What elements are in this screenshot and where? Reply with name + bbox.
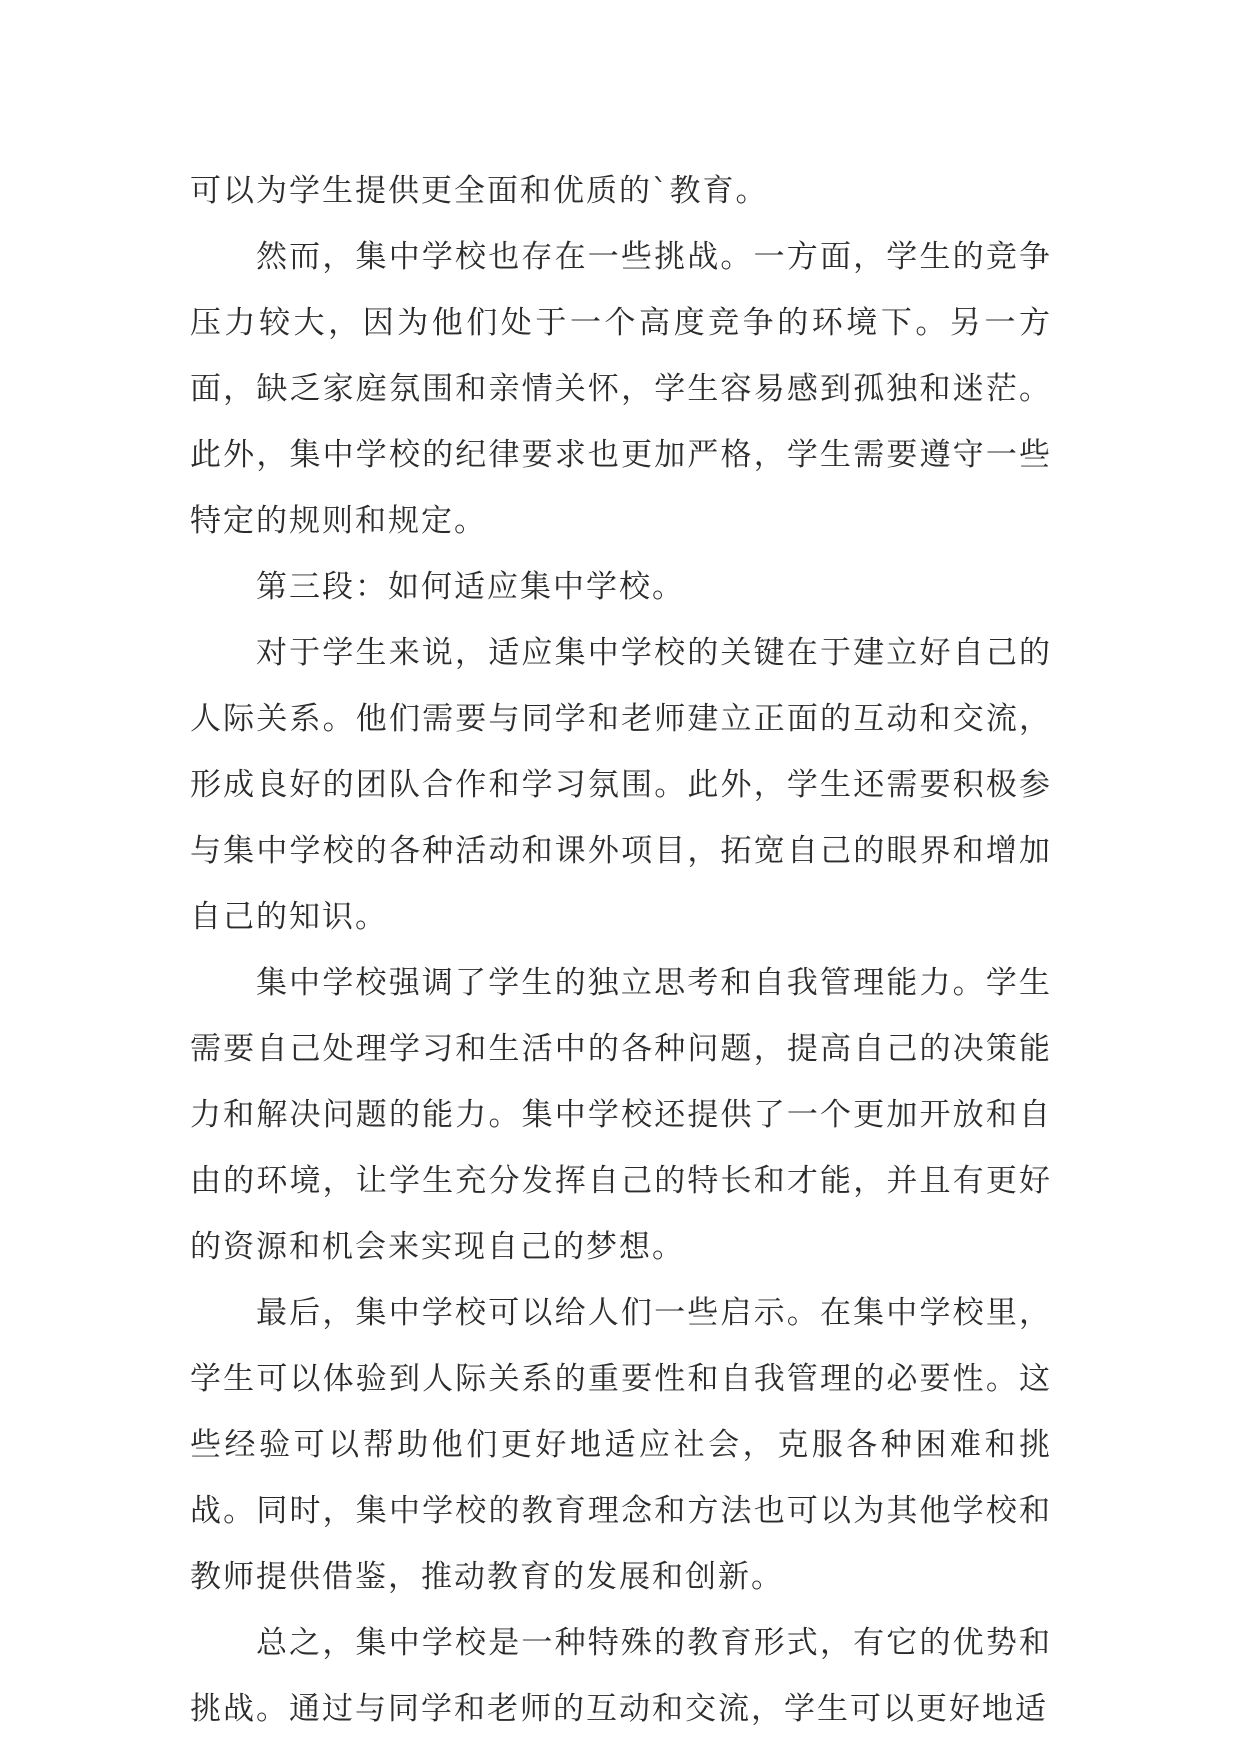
paragraph-independence: 集中学校强调了学生的独立思考和自我管理能力。学生需要自己处理学习和生活中的各种问题，提高自己的决策能力和解决问题的能力。集中学校还提供了一个更加开放和自由的环境，让学生充分发挥自己的特长和才能，并且有更好的资源和机会来实现自己的梦想。 bbox=[190, 965, 1052, 1265]
body-text bbox=[190, 158, 1052, 1742]
paragraph-lessons: 最后，集中学校可以给人们一些启示。在集中学校里，学生可以体验到人际关系的重要性和自我管理的必要性。这些经验可以帮助他们更好地适应社会，克服各种困难和挑战。同时，集中学校的教育理念和方法也可以为其他学校和教师提供借鉴，推动教育的发展和创新。 bbox=[190, 1295, 1052, 1595]
paragraph-conclusion: 总之，集中学校是一种特殊的教育形式，有它的优势和挑战。通过与同学和老师的互动和交流，学生可以更好地适 bbox=[190, 1625, 1052, 1727]
paragraph-adapting: 对于学生来说，适应集中学校的关键在于建立好自己的人际关系。他们需要与同学和老师建立正面的互动和交流，形成良好的团队合作和学习氛围。此外，学生还需要积极参与集中学校的各种活动和课外项目，拓宽自己的眼界和增加自己的知识。 bbox=[190, 635, 1052, 935]
paragraph-challenges: 然而，集中学校也存在一些挑战。一方面，学生的竞争压力较大，因为他们处于一个高度竞争的环境下。另一方面，缺乏家庭氛围和亲情关怀，学生容易感到孤独和迷茫。此外，集中学校的纪律要求也更加严格，学生需要遵守一些特定的规则和规定。 bbox=[190, 239, 1052, 539]
section-heading: 第三段：如何适应集中学校。 bbox=[256, 569, 685, 605]
paragraph-continuation: 可以为学生提供更全面和优质的`教育。 bbox=[190, 173, 769, 209]
